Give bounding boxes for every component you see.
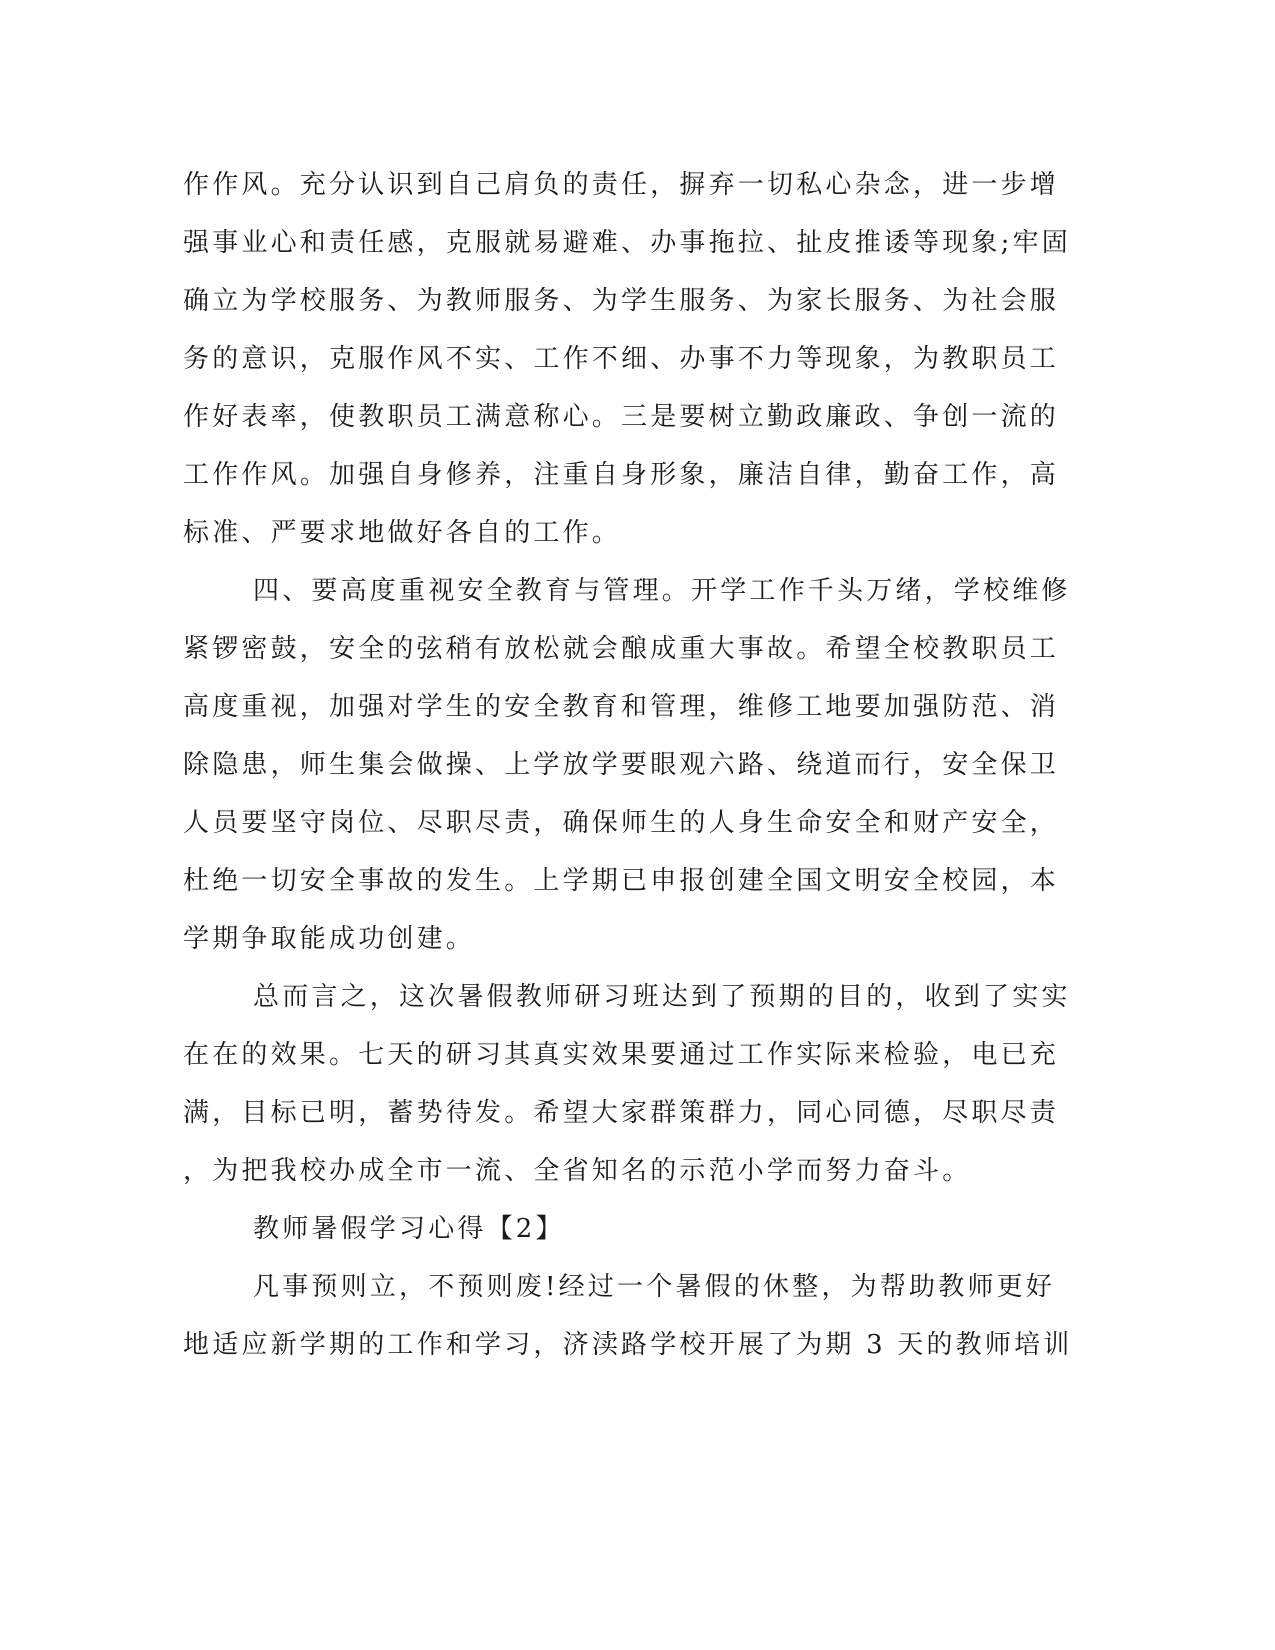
text-line: 务的意识，克服作风不实、工作不细、办事不力等现象，为教职员工 [183,344,1060,374]
paragraph-first-line: 四、要高度重视安全教育与管理。开学工作千头万绪，学校维修 [253,576,1071,606]
text-line: 确立为学校服务、为教师服务、为学生服务、为家长服务、为社会服 [183,286,1060,316]
text-line: 高度重视，加强对学生的安全教育和管理，维修工地要加强防范、消 [183,692,1060,722]
text-line: 满，目标已明，蓄势待发。希望大家群策群力，同心同德，尽职尽责 [183,1098,1060,1128]
text-line: 除隐患，师生集会做操、上学放学要眼观六路、绕道而行，安全保卫 [183,750,1060,780]
text-line: 人员要坚守岗位、尽职尽责，确保师生的人身生命安全和财产安全， [183,808,1060,838]
text-line: 作好表率，使教职员工满意称心。三是要树立勤政廉政、争创一流的 [183,402,1060,432]
text-line: 强事业心和责任感，克服就易避难、办事拖拉、扯皮推诿等现象;牢固 [183,228,1071,258]
text-line: 紧锣密鼓，安全的弦稍有放松就会酿成重大事故。希望全校教职员工 [183,634,1060,664]
paragraph-first-line: 总而言之，这次暑假教师研习班达到了预期的目的，收到了实实 [253,982,1071,1012]
text-line: 杜绝一切安全事故的发生。上学期已申报创建全国文明安全校园，本 [183,866,1060,896]
text-line: 标准、严要求地做好各自的工作。 [183,518,622,548]
document-body [183,156,1073,1374]
text-line: 学期争取能成功创建。 [183,924,476,954]
text-line: 工作作风。加强自身修养，注重自身形象，廉洁自律，勤奋工作，高 [183,460,1060,490]
text-line: 作作风。充分认识到自己肩负的责任，摒弃一切私心杂念，进一步增 [183,170,1060,200]
paragraph-first-line: 凡事预则立，不预则废!经过一个暑假的休整，为帮助教师更好 [253,1272,1056,1302]
section-heading: 教师暑假学习心得【2】 [253,1214,565,1244]
text-line: 地适应新学期的工作和学习，济渎路学校开展了为期 3 天的教师培训 [183,1330,1073,1360]
text-line: ，为把我校办成全市一流、全省知名的示范小学而努力奋斗。 [183,1156,972,1186]
text-line: 在在的效果。七天的研习其真实效果要通过工作实际来检验，电已充 [183,1040,1060,1070]
